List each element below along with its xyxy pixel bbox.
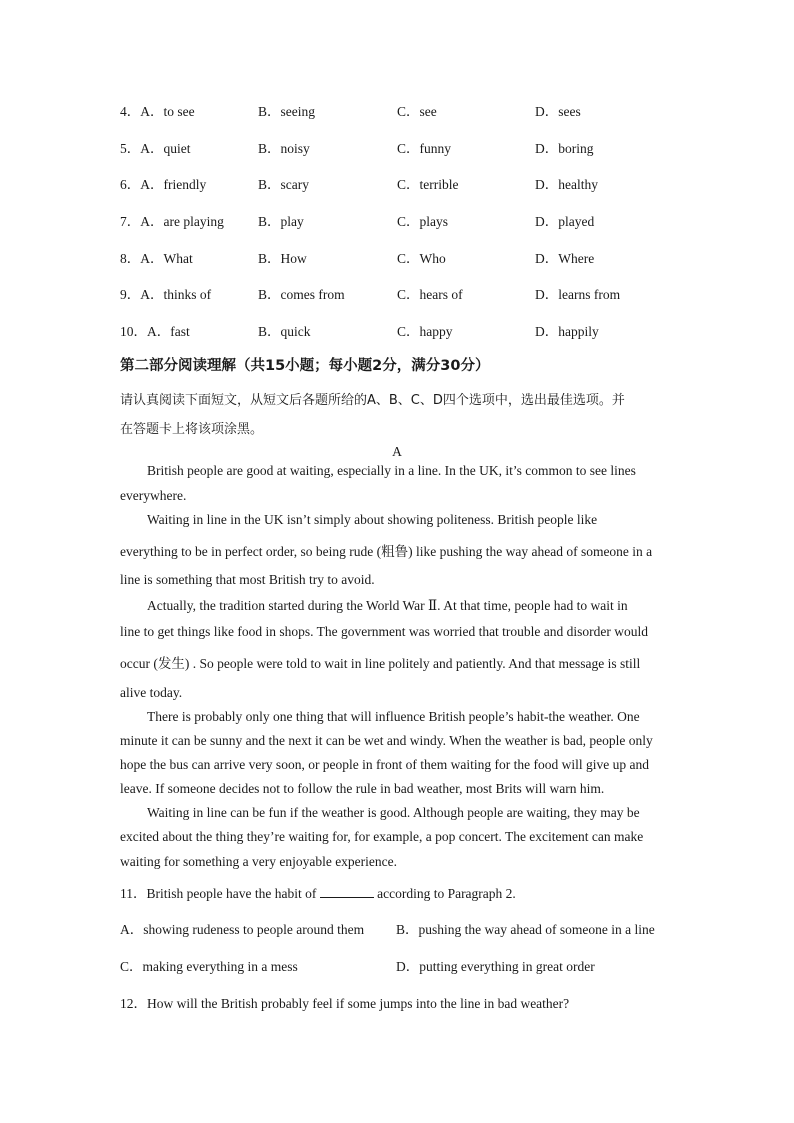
option-a: 8．A．What bbox=[120, 251, 193, 266]
question-9-options bbox=[120, 283, 680, 303]
passage-line: line to get things like food in shops. The government was worried that trouble and disorder would bbox=[120, 624, 649, 639]
passage-line: occur (发生) . So people were told to wait in line politely and patiently. And that message is still bbox=[120, 656, 641, 671]
passage-title: A bbox=[392, 444, 402, 459]
passage-line: British people are good at waiting, especially in a line. In the UK, it’s common to see lines bbox=[147, 463, 636, 478]
option-d: D．played bbox=[535, 214, 595, 229]
option-c: C．see bbox=[397, 104, 437, 119]
option-a: 7．A．are playing bbox=[120, 214, 224, 229]
answer-blank bbox=[320, 887, 374, 898]
question-4-options bbox=[120, 100, 680, 120]
option-c: C．Who bbox=[397, 251, 446, 266]
option-b: B．seeing bbox=[258, 104, 315, 119]
option-c: C．happy bbox=[397, 324, 453, 339]
passage-line: leave. If someone decides not to follow the rule in bad weather, most Brits will warn him. bbox=[120, 781, 605, 796]
question-6-options bbox=[120, 173, 680, 193]
question-11-stem-end: according to Paragraph 2. bbox=[377, 886, 516, 901]
option-b: B．comes from bbox=[258, 287, 345, 302]
question-11-option-c: C．making everything in a mess bbox=[120, 959, 298, 974]
passage-line: everything to be in perfect order, so being rude (粗鲁) like pushing the way ahead of someone in a bbox=[120, 544, 653, 559]
option-b: B．How bbox=[258, 251, 307, 266]
option-c: C．hears of bbox=[397, 287, 463, 302]
option-a: 5．A．quiet bbox=[120, 141, 191, 156]
option-d: D．happily bbox=[535, 324, 599, 339]
passage-line: hope the bus can arrive very soon, or people in front of them waiting for the food will give up and bbox=[120, 757, 649, 772]
question-8-options bbox=[120, 247, 680, 267]
option-b: B．noisy bbox=[258, 141, 310, 156]
passage-line: Waiting in line in the UK isn’t simply about showing politeness. British people like bbox=[147, 512, 598, 527]
passage-line: waiting for something a very enjoyable experience. bbox=[120, 854, 398, 869]
question-12-stem: 12．How will the British probably feel if some jumps into the line in bad weather? bbox=[120, 996, 570, 1011]
question-11-stem bbox=[120, 882, 516, 902]
passage-line: There is probably only one thing that will influence British people’s habit-the weather. One bbox=[147, 709, 640, 724]
question-7-options bbox=[120, 210, 680, 230]
option-c: C．plays bbox=[397, 214, 449, 229]
option-c: C．terrible bbox=[397, 177, 459, 192]
question-11-option-d: D．putting everything in great order bbox=[396, 959, 595, 974]
instruction-line-1: 请认真阅读下面短文，从短文后各题所给的A、B、C、D四个选项中，选出最佳选项。并 bbox=[120, 393, 625, 408]
passage-line: line is something that most British try to avoid. bbox=[120, 572, 375, 587]
option-d: D．sees bbox=[535, 104, 581, 119]
option-c: C．funny bbox=[397, 141, 451, 156]
question-11-option-b: B．pushing the way ahead of someone in a line bbox=[396, 922, 655, 937]
question-10-options bbox=[120, 320, 680, 340]
option-d: D．learns from bbox=[535, 287, 621, 302]
option-b: B．play bbox=[258, 214, 304, 229]
passage-line: Waiting in line can be fun if the weather is good. Although people are waiting, they may be bbox=[147, 805, 640, 820]
option-b: B．scary bbox=[258, 177, 309, 192]
passage-line: everywhere. bbox=[120, 488, 187, 503]
instruction-line-2: 在答题卡上将该项涂黑。 bbox=[120, 422, 264, 437]
passage-line: alive today. bbox=[120, 685, 183, 700]
option-a: 10．A．fast bbox=[120, 324, 190, 339]
option-b: B．quick bbox=[258, 324, 311, 339]
option-d: D．Where bbox=[535, 251, 595, 266]
section-heading: 第二部分阅读理解（共15小题；每小题2分，满分30分） bbox=[120, 358, 490, 374]
question-11-stem-start: 11．British people have the habit of bbox=[120, 886, 317, 901]
option-d: D．healthy bbox=[535, 177, 598, 192]
option-a: 9．A．thinks of bbox=[120, 287, 212, 302]
passage-line: Actually, the tradition started during the World War Ⅱ. At that time, people had to wait in bbox=[147, 598, 628, 613]
passage-line: minute it can be sunny and the next it can be wet and windy. When the weather is bad, people only bbox=[120, 733, 653, 748]
option-a: 6．A．friendly bbox=[120, 177, 207, 192]
question-5-options bbox=[120, 137, 680, 157]
question-11-option-a: A．showing rudeness to people around them bbox=[120, 922, 365, 937]
option-d: D．boring bbox=[535, 141, 594, 156]
passage-line: excited about the thing they’re waiting for, for example, a pop concert. The excitement can make bbox=[120, 829, 644, 844]
option-a: 4．A．to see bbox=[120, 104, 195, 119]
